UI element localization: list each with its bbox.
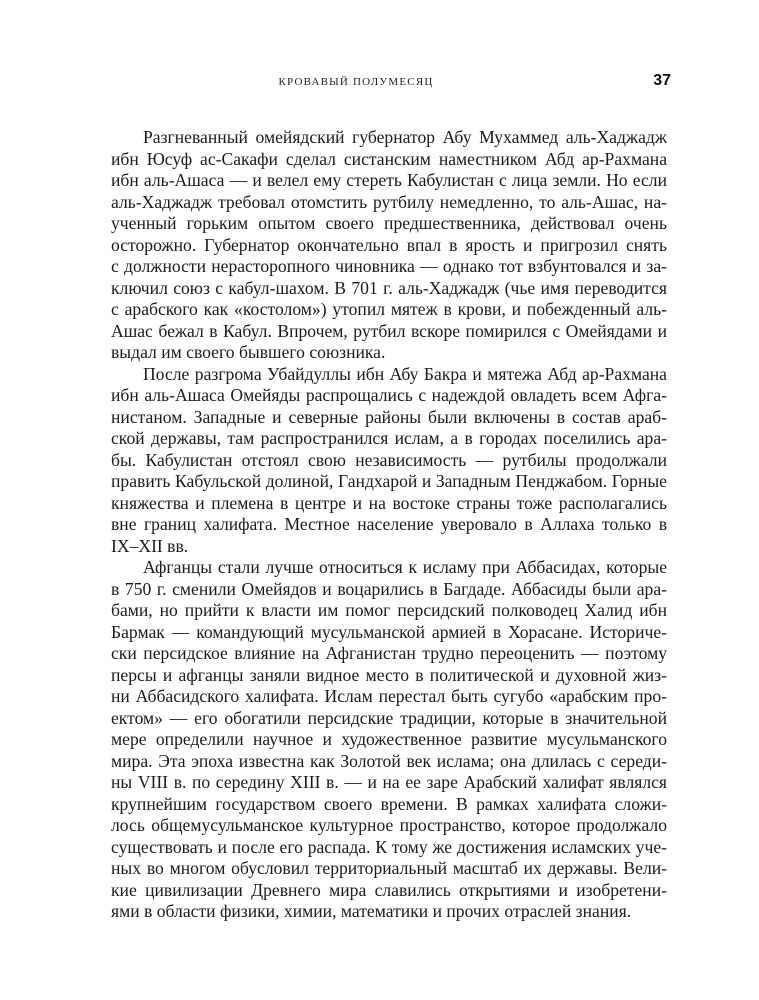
text-line: крупнейшим государством своего времени. В рамках халифата сложи-: [111, 793, 667, 814]
text-line: в 750 г. сменили Омейядов и воцарились в Багдаде. Аббасиды были ара-: [111, 578, 667, 599]
text-line: править Кабульской долиной, Гандхарой и Западным Пенджабом. Горные: [111, 471, 667, 491]
text-line: ской державы, там распространился ислам, а в городах поселились ара-: [111, 428, 667, 448]
page-number: 37: [653, 72, 671, 89]
text-line: существовать и после его распада. К тому же достижения исламских уче-: [111, 836, 667, 857]
text-line: ски персидское влияние на Афганистан трудно переоценить — поэтому: [111, 643, 667, 663]
text-line: ибн Юсуф ас-Сакафи сделал систанским наместником Абд ар-Рахмана: [111, 148, 667, 169]
text-line: ученный горьким опытом своего предшественника, действовал очень: [111, 213, 667, 233]
text-line: Афганцы стали лучше относиться к исламу при Аббасидах, которые: [143, 557, 667, 577]
text-line: IX–XII вв.: [111, 535, 189, 556]
text-line: аль-Хаджадж требовал отомстить рутбилу немедленно, то аль-Ашас, на-: [111, 191, 667, 212]
text-line: бами, но прийти к власти им помог персидский полководец Халид ибн: [111, 600, 667, 620]
paragraph: [111, 557, 667, 923]
text-line: с должности нерасторопного чиновника — однако тот взбунтовался и за-: [111, 256, 667, 276]
text-line: ных во многом обусловил территориальный масштаб их державы. Вели-: [111, 858, 667, 878]
text-line: осторожно. Губернатор окончательно впал в ярость и пригрозил снять: [111, 234, 667, 255]
text-line: нистаном. Западные и северные районы были включены в состав араб-: [111, 406, 667, 427]
text-line: княжества и племена в центре и на востоке страны тоже располагались: [111, 492, 667, 513]
text-line: ибн аль-Ашаса — и велел ему стереть Кабулистан с лица земли. Но если: [111, 170, 667, 190]
text-line: Бармак — командующий мусульманской армией в Хорасане. Историче-: [111, 621, 667, 642]
paragraph: [111, 127, 667, 364]
text-line: Разгневанный омейядский губернатор Абу Мухаммед аль-Хаджадж: [143, 127, 667, 147]
text-line: вне границ халифата. Местное население уверовало в Аллаха только в: [111, 514, 667, 534]
body-text: [111, 127, 667, 923]
running-title: КРОВАВЫЙ ПОЛУМЕСЯЦ: [278, 76, 434, 88]
text-line: После разгрома Убайдуллы ибн Абу Бакра и мятежа Абд ар-Рахмана: [143, 363, 667, 384]
text-line: выдал им своего бывшего союзника.: [111, 342, 386, 362]
text-line: лось общемусульманское культурное пространство, которое продолжало: [111, 815, 667, 835]
text-line: кие цивилизации Древнего мира славились открытиями и изобретени-: [111, 879, 667, 900]
text-line: ны VIII в. по середину XIII в. — и на ее заре Арабский халифат являлся: [111, 772, 667, 792]
text-line: ключил союз с кабул-шахом. В 701 г. аль-Хаджадж (чье имя переводится: [111, 277, 667, 298]
text-line: ни Аббасидского халифата. Ислам перестал быть сугубо «арабским про-: [111, 686, 667, 706]
text-line: ибн аль-Ашаса Омейяды распрощались с надеждой овладеть всем Афга-: [111, 385, 667, 405]
page-header: [0, 74, 759, 92]
text-line: персы и афганцы заняли видное место в политической и духовной жиз-: [111, 664, 667, 685]
text-line: мере определили научное и художественное развитие мусульманского: [111, 729, 667, 749]
paragraph: [111, 364, 667, 558]
text-line: мира. Эта эпоха известна как Золотой век ислама; она длилась с середи-: [111, 750, 667, 771]
text-line: ектом» — его обогатили персидские традиции, которые в значительной: [111, 707, 667, 728]
text-line: ями в области физики, химии, математики и прочих отраслей знания.: [111, 901, 632, 921]
text-line: с арабского как «костолом») утопил мятеж в крови, и побежденный аль-: [111, 299, 667, 319]
text-line: бы. Кабулистан отстоял свою независимость — рутбилы продолжали: [111, 449, 667, 470]
text-line: Ашас бежал в Кабул. Впрочем, рутбил вскоре помирился с Омейядами и: [111, 320, 667, 341]
